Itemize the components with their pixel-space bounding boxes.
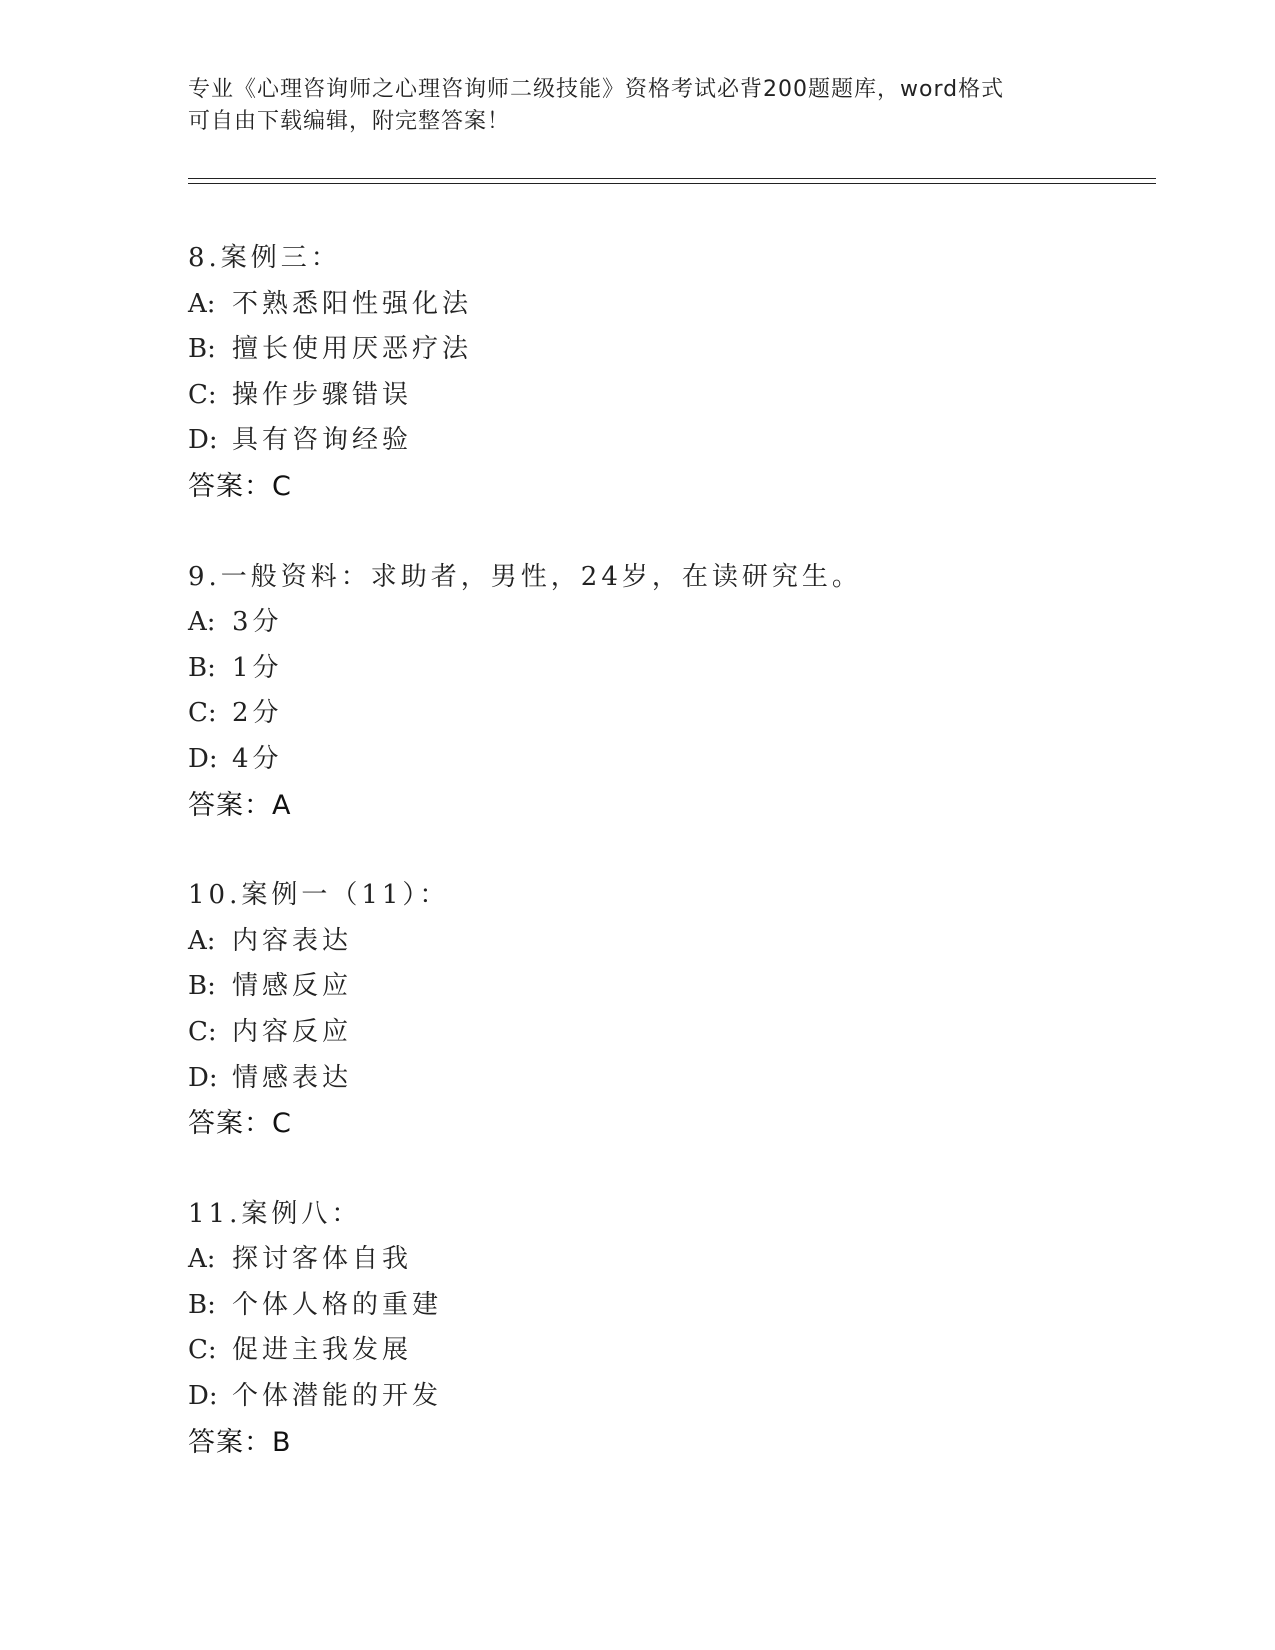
option-d [188, 1056, 1148, 1102]
question-item [188, 1192, 1148, 1466]
option-key: B: [188, 334, 216, 365]
option-text: 3分 [232, 607, 283, 638]
answer-line: 答案：A [188, 789, 292, 821]
option-text: 探讨客体自我 [232, 1244, 413, 1275]
question-title: 8.案例三： [188, 243, 341, 273]
option-key: D: [188, 743, 218, 774]
header-line-2: 可自由下载编辑，附完整答案！ [188, 109, 511, 134]
option-text: 1分 [232, 652, 283, 683]
option-text: 个体人格的重建 [232, 1289, 443, 1320]
option-key: A: [188, 925, 216, 956]
option-text: 操作步骤错误 [232, 379, 413, 410]
option-key: C: [188, 698, 217, 729]
option-key: D: [188, 425, 218, 456]
option-a [188, 919, 1148, 965]
header-divider-bottom [188, 183, 1156, 184]
option-a [188, 1237, 1148, 1283]
option-text: 擅长使用厌恶疗法 [232, 334, 473, 365]
option-key: A: [188, 288, 216, 319]
option-key: D: [188, 1062, 218, 1093]
option-text: 个体潜能的开发 [232, 1381, 443, 1412]
option-key: C: [188, 379, 217, 410]
question-title: 9.一般资料：求助者，男性，24岁，在读研究生。 [188, 561, 862, 592]
question-list [188, 236, 1148, 1510]
option-key: A: [188, 1244, 216, 1275]
option-text: 内容表达 [232, 925, 353, 956]
header-divider-top [188, 178, 1156, 179]
option-key: C: [188, 1016, 217, 1047]
option-key: C: [188, 1335, 217, 1366]
document-header [188, 74, 1088, 138]
option-key: B: [188, 1289, 216, 1320]
option-text: 不熟悉阳性强化法 [232, 288, 473, 319]
question-item [188, 236, 1148, 510]
option-b [188, 964, 1148, 1010]
option-text: 促进主我发展 [232, 1335, 413, 1366]
answer-line: 答案：C [188, 470, 292, 502]
option-b [188, 646, 1148, 692]
option-c [188, 373, 1148, 419]
option-key: A: [188, 607, 216, 638]
answer-line: 答案：C [188, 1108, 292, 1140]
option-b [188, 1283, 1148, 1329]
option-c [188, 691, 1148, 737]
option-text: 4分 [232, 743, 283, 774]
answer-line: 答案：B [188, 1426, 292, 1458]
option-key: B: [188, 652, 216, 683]
option-d [188, 418, 1148, 464]
option-a [188, 282, 1148, 328]
option-text: 情感反应 [232, 971, 353, 1002]
option-c [188, 1010, 1148, 1056]
option-text: 具有咨询经验 [232, 425, 413, 456]
question-item [188, 555, 1148, 829]
option-key: D: [188, 1381, 218, 1412]
option-text: 内容反应 [232, 1016, 353, 1047]
option-d [188, 1374, 1148, 1420]
option-key: B: [188, 971, 216, 1002]
option-d [188, 737, 1148, 783]
option-b [188, 327, 1148, 373]
question-item [188, 873, 1148, 1147]
option-c [188, 1328, 1148, 1374]
option-a [188, 600, 1148, 646]
question-title: 11.案例八： [188, 1198, 362, 1229]
question-title: 10.案例一（11）： [188, 880, 450, 911]
option-text: 情感表达 [232, 1062, 353, 1093]
option-text: 2分 [232, 698, 283, 729]
header-line-1: 专业《心理咨询师之心理咨询师二级技能》资格考试必背200题题库，word格式 [188, 77, 1005, 102]
